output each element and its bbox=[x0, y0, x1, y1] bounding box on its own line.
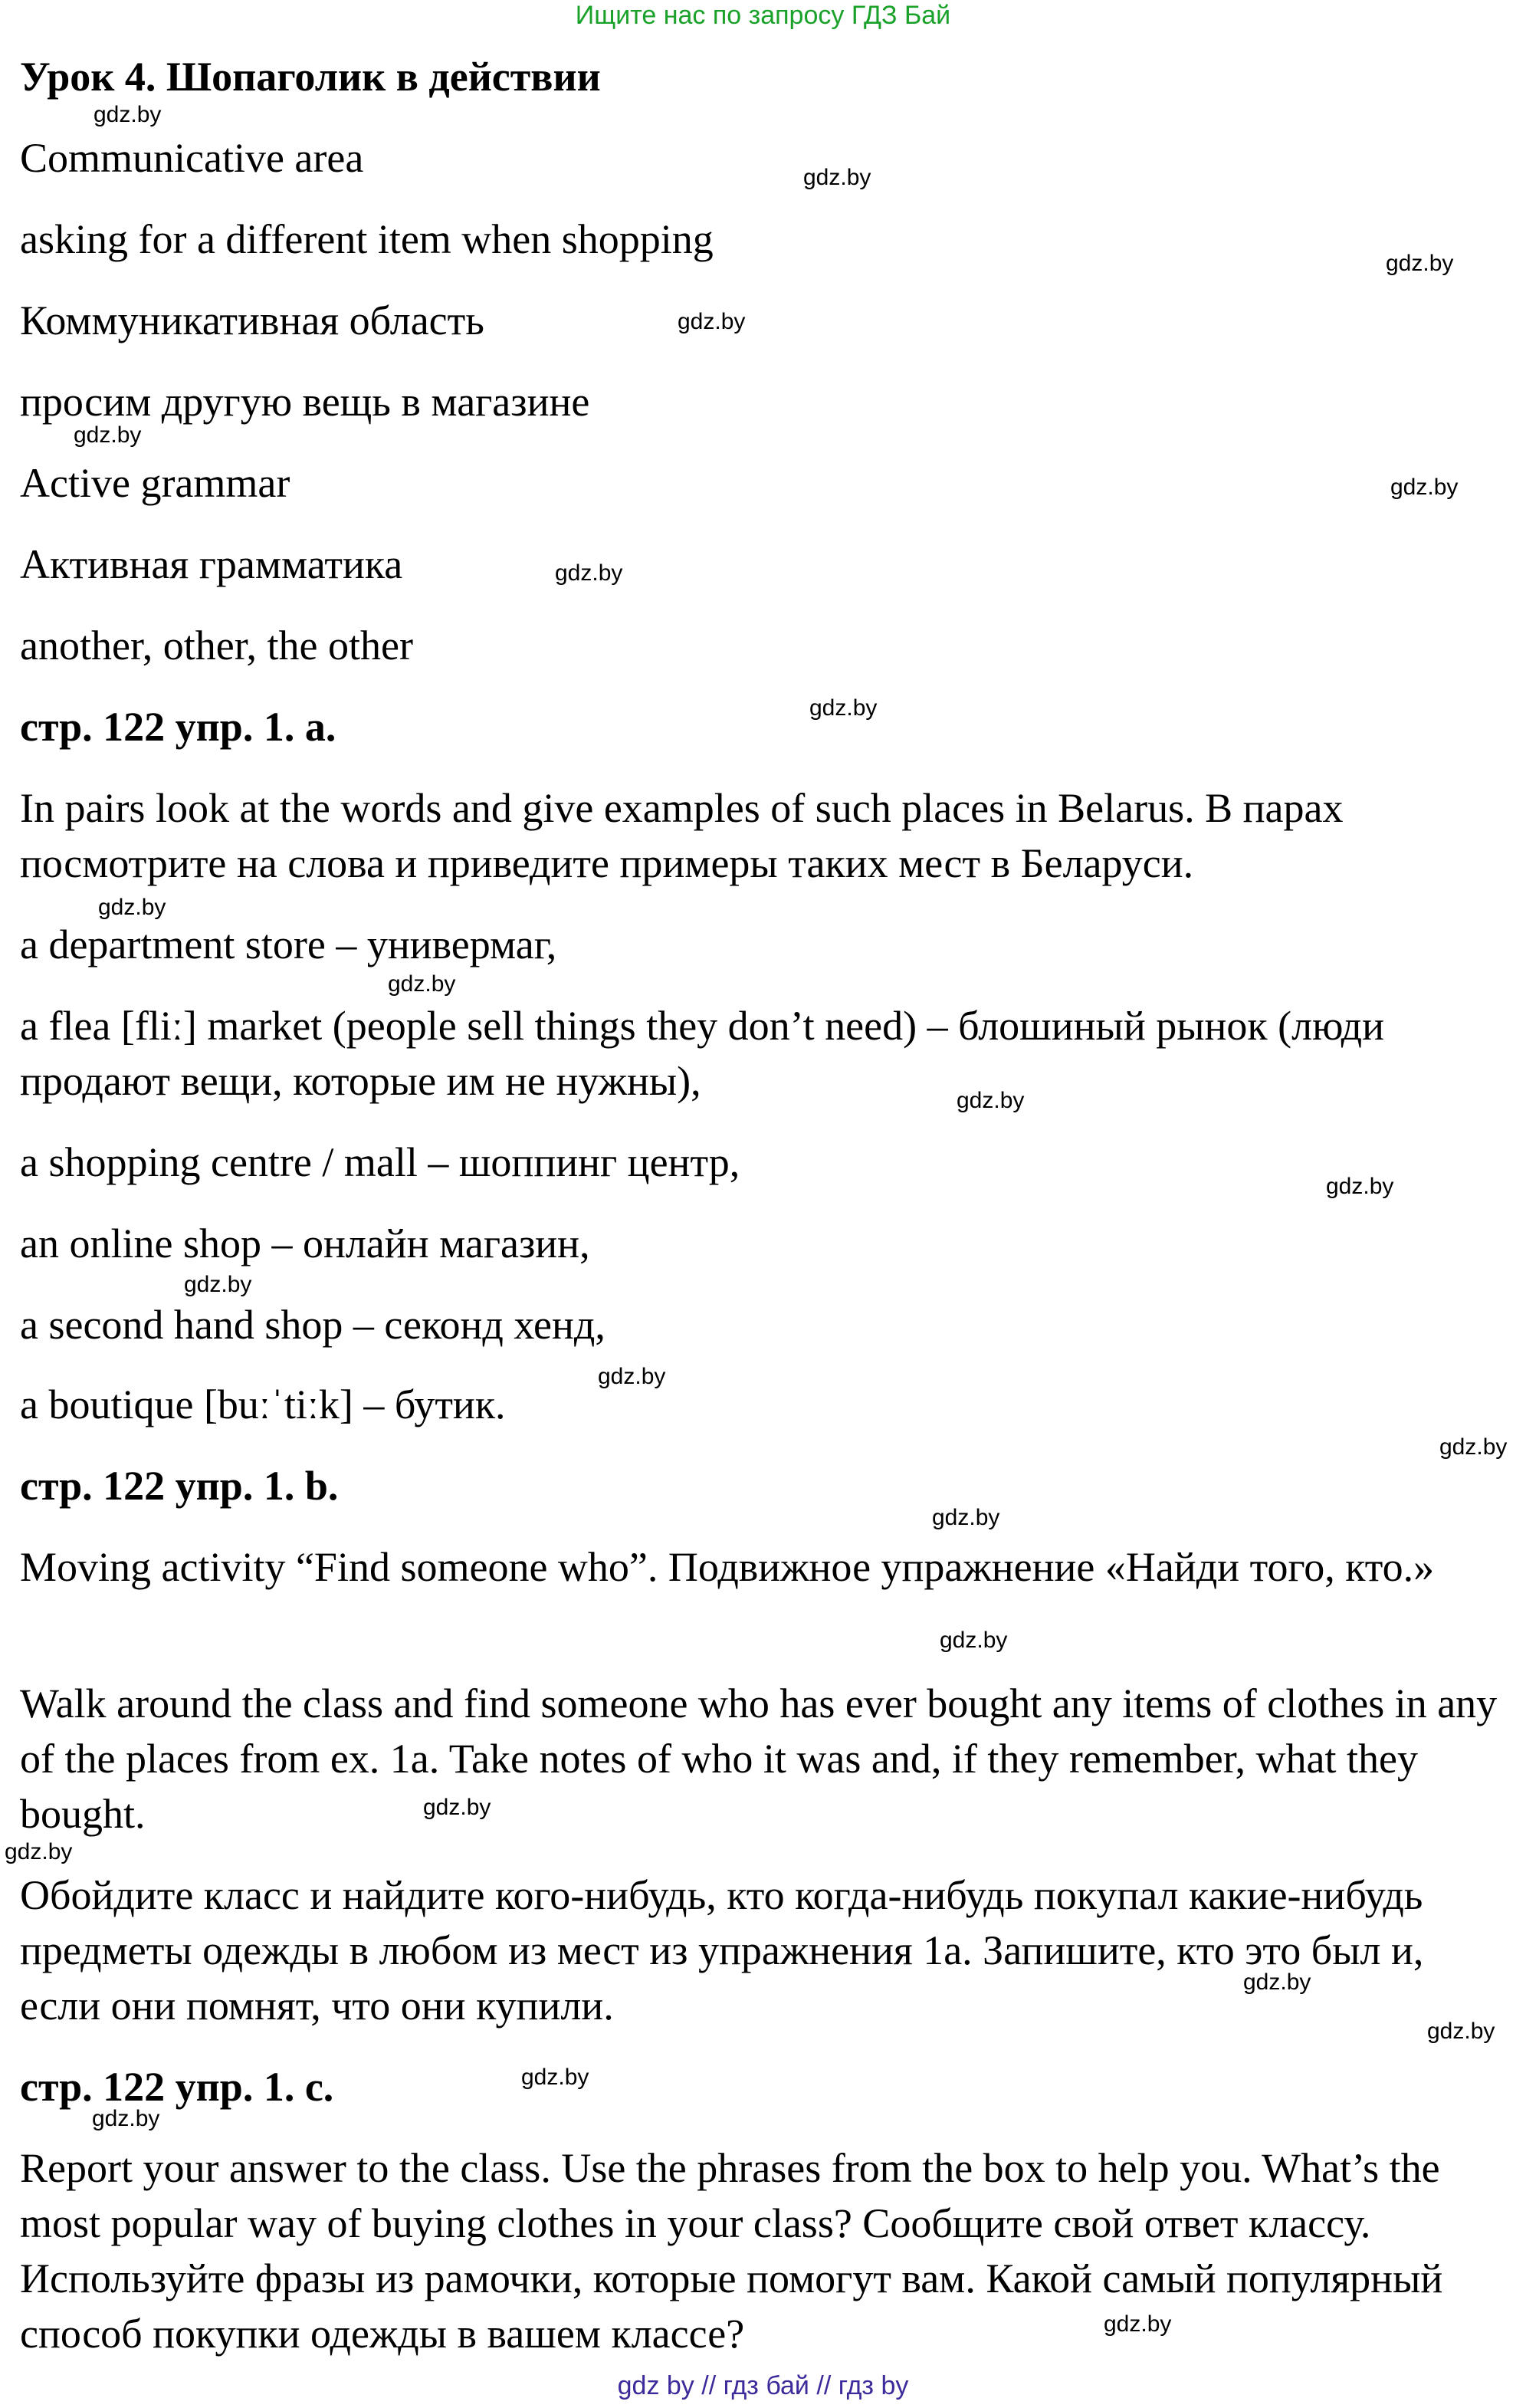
watermark: gdz.by bbox=[932, 1505, 1000, 1530]
exercise-1b-walk-around-ru: Обойдите класс и найдите кого-нибудь, кто когда-нибудь покупал какие-нибудь предметы одежды в любом из мест из упражнения 1а. Запишите, кто это был и, если они помнят, что они купили. bbox=[20, 1872, 1424, 2029]
watermark: gdz.by bbox=[1243, 1969, 1311, 1995]
place-item-second-hand-shop: a second hand shop – секонд хенд, bbox=[20, 1302, 605, 1348]
exercise-1a-heading: стр. 122 упр. 1. а. bbox=[20, 704, 336, 750]
communicative-area-text: asking for a different item when shopping bbox=[20, 216, 714, 262]
exercise-1b-walk-around-en: Walk around the class and find someone who has ever bought any items of clothes in any of the places from ex. 1a. Take notes of who it was and, if they remember, what they bought. bbox=[20, 1680, 1498, 1837]
lesson-title: Урок 4. Шопаголик в действии bbox=[20, 54, 601, 100]
exercise-1c-heading: стр. 122 упр. 1. с. bbox=[20, 2064, 334, 2110]
exercise-1b-heading: стр. 122 упр. 1. b. bbox=[20, 1463, 339, 1509]
watermark: gdz.by bbox=[1326, 1174, 1394, 1199]
watermark: gdz.by bbox=[1390, 475, 1459, 500]
top-search-hint[interactable]: Ищите нас по запросу ГДЗ Бай bbox=[575, 1, 951, 30]
watermark: gdz.by bbox=[5, 1839, 73, 1864]
watermark: gdz.by bbox=[1104, 2311, 1172, 2337]
active-grammar-label: Active grammar bbox=[20, 460, 290, 506]
watermark: gdz.by bbox=[1386, 251, 1454, 276]
communicative-area-label-ru: Коммуникативная область bbox=[20, 297, 484, 343]
watermark: gdz.by bbox=[957, 1088, 1025, 1113]
footer-site-link[interactable]: gdz by // гдз бай // гдз by bbox=[617, 2371, 909, 2400]
active-grammar-items: another, other, the other bbox=[20, 623, 413, 669]
watermark: gdz.by bbox=[803, 165, 871, 190]
watermark: gdz.by bbox=[809, 695, 878, 721]
watermark: gdz.by bbox=[940, 1628, 1008, 1653]
watermark: gdz.by bbox=[521, 2065, 589, 2090]
watermark: gdz.by bbox=[598, 1364, 666, 1389]
watermark: gdz.by bbox=[1439, 1434, 1508, 1460]
exercise-1a-instruction: In pairs look at the words and give examples of such places in Belarus. В парах посмотрите на слова и приведите примеры таких мест в Беларуси. bbox=[20, 785, 1344, 886]
exercise-1b-instruction: Moving activity “Find someone who”. Подвижное упражнение «Найди того, кто.» bbox=[20, 1544, 1435, 1590]
watermark: gdz.by bbox=[98, 895, 166, 920]
communicative-area-text-ru: просим другую вещь в магазине bbox=[20, 379, 590, 425]
place-item-department-store: a department store – универмаг, bbox=[20, 921, 557, 967]
watermark: gdz.by bbox=[74, 422, 142, 448]
place-item-shopping-centre: a shopping centre / mall – шоппинг центр, bbox=[20, 1139, 740, 1185]
exercise-1c-instruction: Report your answer to the class. Use the phrases from the box to help you. What’s the most popular way of buying clothes in your class? Сообщите свой ответ классу. Используйте фразы из рамочки, которые помогут вам. Какой самый популярный способ покупки одежды в вашем классе? bbox=[20, 2145, 1443, 2357]
communicative-area-label: Communicative area bbox=[20, 135, 364, 181]
active-grammar-label-ru: Активная грамматика bbox=[20, 541, 403, 587]
watermark: gdz.by bbox=[423, 1795, 491, 1820]
watermark: gdz.by bbox=[94, 102, 162, 127]
place-item-flea-market: a flea [fliː] market (people sell things they don’t need) – блошиный рынок (люди продают вещи, которые им не нужны), bbox=[20, 1003, 1385, 1104]
watermark: gdz.by bbox=[184, 1272, 252, 1297]
watermark: gdz.by bbox=[92, 2106, 160, 2131]
place-item-boutique: a boutique [buːˈtiːk] – бутик. bbox=[20, 1381, 506, 1427]
place-item-online-shop: an online shop – онлайн магазин, bbox=[20, 1220, 590, 1266]
watermark: gdz.by bbox=[678, 309, 746, 334]
watermark: gdz.by bbox=[1427, 2019, 1495, 2044]
watermark: gdz.by bbox=[555, 560, 623, 586]
watermark: gdz.by bbox=[388, 971, 456, 997]
